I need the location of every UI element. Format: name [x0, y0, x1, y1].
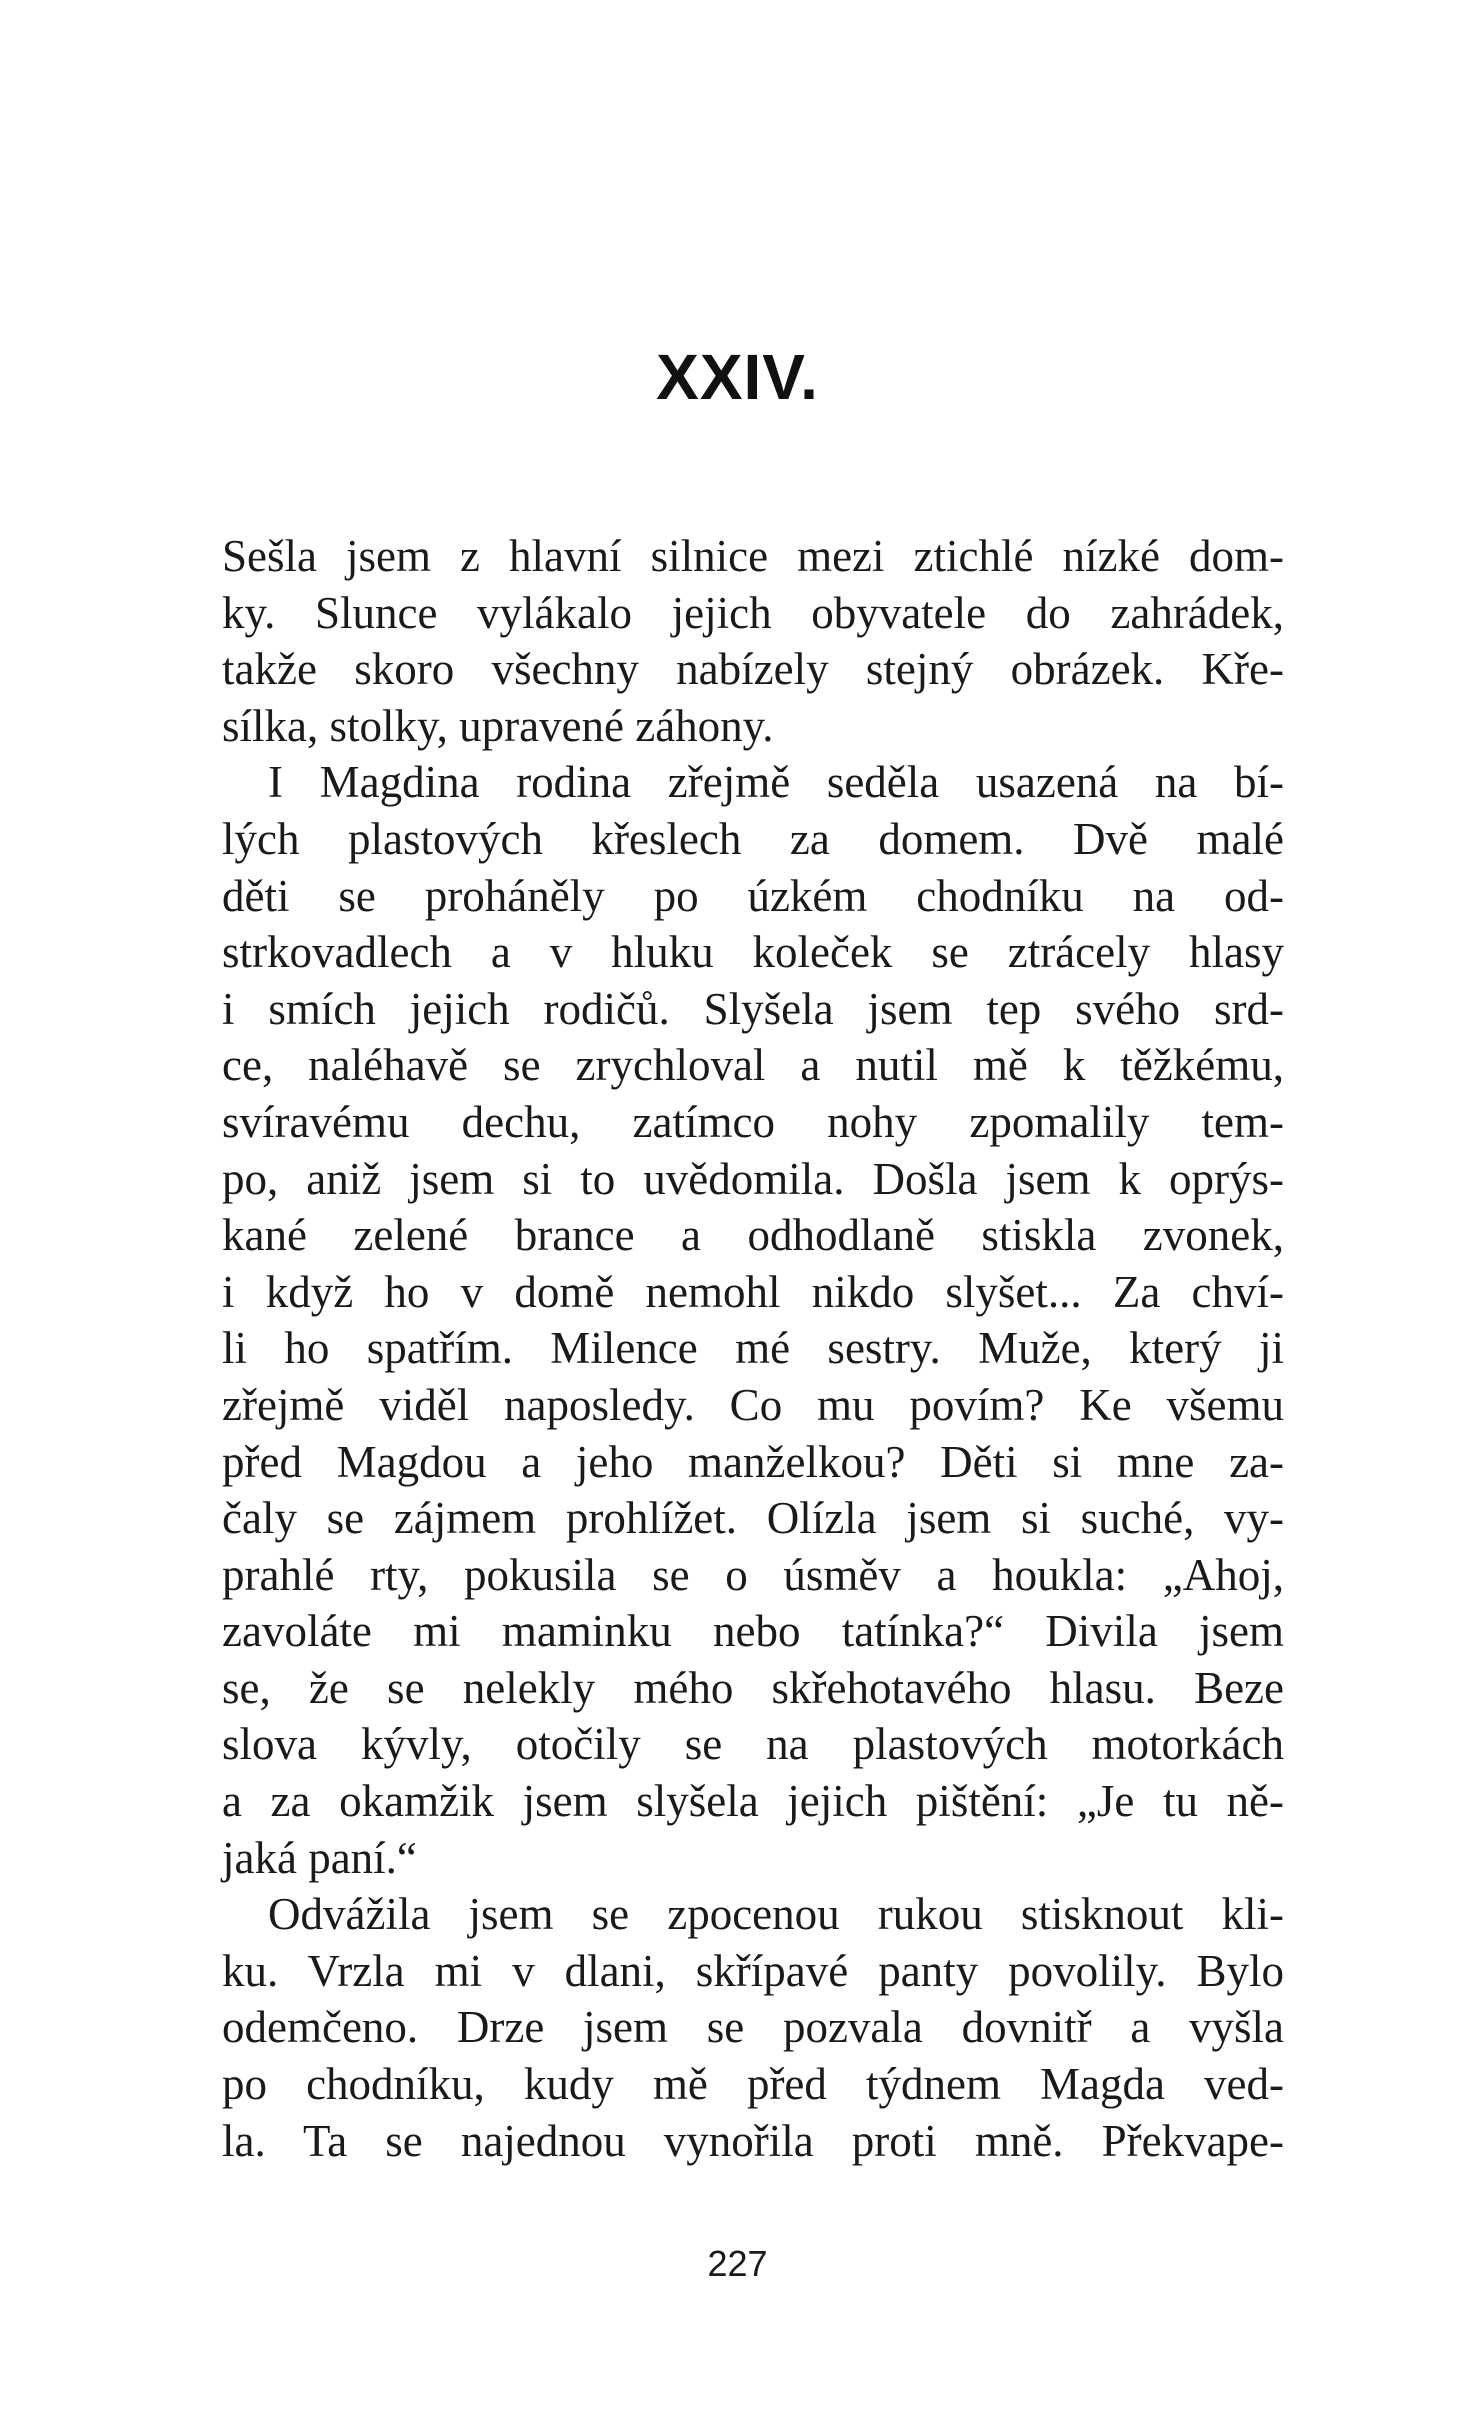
text-line: a za okamžik jsem slyšela jejich pištění: „Je tu ně- — [222, 1776, 1284, 1827]
text-line: takže skoro všechny nabízely stejný obrázek. Kře- — [222, 644, 1284, 695]
body-text — [222, 528, 1284, 2169]
text-line: slova kývly, otočily se na plastových motorkách — [222, 1719, 1284, 1770]
text-line: i když ho v domě nemohl nikdo slyšet... Za chví- — [222, 1266, 1284, 1317]
text-line: odemčeno. Drze jsem se pozvala dovnitř a vyšla — [222, 2002, 1284, 2053]
text-line: ky. Slunce vylákalo jejich obyvatele do zahrádek, — [222, 587, 1284, 638]
text-line: I Magdina rodina zřejmě seděla usazená na bí- — [268, 757, 1284, 808]
text-line: i smích jejich rodičů. Slyšela jsem tep svého srd- — [222, 983, 1284, 1034]
text-line: jaká paní.“ — [222, 1832, 417, 1883]
text-line: prahlé rty, pokusila se o úsměv a houkla: „Ahoj, — [222, 1549, 1284, 1600]
text-line: Sešla jsem z hlavní silnice mezi ztichlé nízké dom- — [222, 531, 1284, 581]
text-line: po, aniž jsem si to uvědomila. Došla jsem k oprýs- — [222, 1153, 1284, 1204]
text-line: čaly se zájmem prohlížet. Olízla jsem si suché, vy- — [222, 1493, 1284, 1544]
text-line: la. Ta se najednou vynořila proti mně. Překvape- — [222, 2115, 1284, 2166]
text-line: li ho spatřím. Milence mé sestry. Muže, který ji — [222, 1323, 1284, 1374]
text-line: se, že se nelekly mého skřehotavého hlasu. Beze — [222, 1662, 1284, 1713]
text-line: zřejmě viděl naposledy. Co mu povím? Ke všemu — [222, 1379, 1284, 1430]
text-line: před Magdou a jeho manželkou? Děti si mne za- — [222, 1436, 1284, 1487]
text-line: kané zelené brance a odhodlaně stiskla zvonek, — [222, 1210, 1284, 1261]
text-line: ce, naléhavě se zrychloval a nutil mě k těžkému, — [222, 1040, 1284, 1091]
text-line: po chodníku, kudy mě před týdnem Magda ved- — [222, 2059, 1284, 2110]
page-number: 227 — [707, 2243, 768, 2284]
text-line: děti se proháněly po úzkém chodníku na od- — [222, 870, 1284, 921]
text-line: ku. Vrzla mi v dlani, skřípavé panty povolily. Bylo — [222, 1945, 1284, 1996]
text-line: zavoláte mi maminku nebo tatínka?“ Divila jsem — [222, 1606, 1284, 1657]
chapter-title: XXIV. — [656, 341, 819, 413]
text-line: strkovadlech a v hluku koleček se ztrácely hlasy — [222, 927, 1284, 978]
text-line: sílka, stolky, upravené záhony. — [222, 700, 774, 751]
text-line: svíravému dechu, zatímco nohy zpomalily tem- — [222, 1096, 1284, 1147]
text-line: lých plastových křeslech za domem. Dvě malé — [222, 813, 1284, 864]
text-line: Odvážila jsem se zpocenou rukou stisknout kli- — [268, 1889, 1284, 1940]
